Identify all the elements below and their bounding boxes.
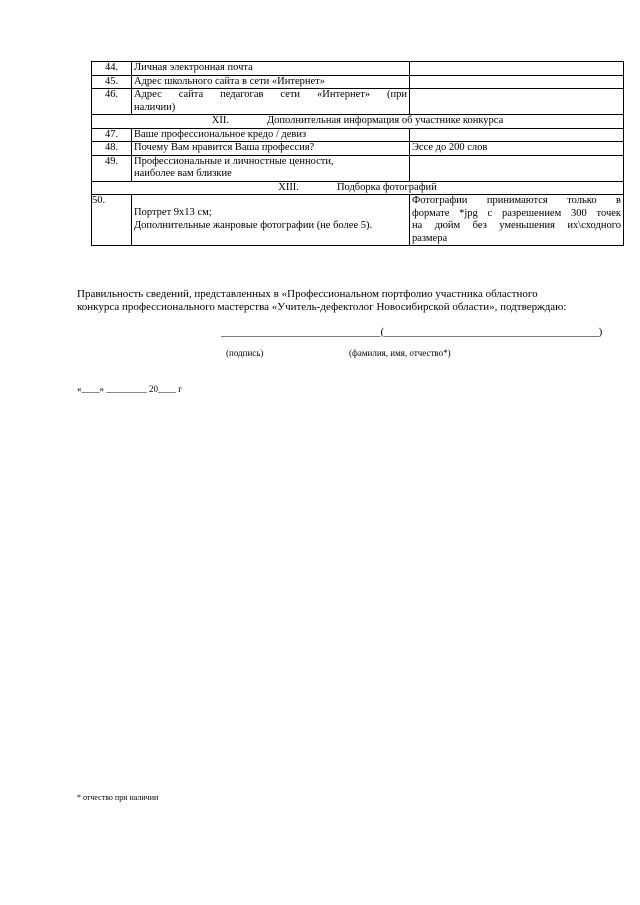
row-number: 47. [92,128,132,142]
signature-caption: (подпись) [226,348,264,358]
section-number: XIII. [278,181,299,193]
row-label: наличии) [134,101,176,113]
row-number: 45. [92,75,132,89]
row-label: Ваше профессиональное кредо / девиз [132,128,410,142]
table-row [92,75,624,89]
row-label: Личная электронная почта [132,62,410,76]
full-name-caption: (фамилия, имя, отчество*) [349,348,451,358]
row-value-cell [410,195,624,246]
row-value [410,155,624,181]
table-row [92,142,624,156]
table-row [92,155,624,181]
row-number: 50. [92,195,132,246]
row-label: Почему Вам нравится Ваша профессия? [132,142,410,156]
section-header-row [92,181,624,195]
row-number: 46. [92,89,132,115]
row-number: 44. [92,62,132,76]
row-label: наиболее вам близкие [134,168,232,179]
section-header-row [92,115,624,129]
row-label: Портрет 9х13 см; [134,207,212,218]
section-number: XII. [211,115,229,126]
row-value [410,128,624,142]
section-header [92,115,624,129]
section-header [92,181,624,195]
row-label: Дополнительные жанровые фотографии (не более 5). [134,219,373,231]
confirmation-statement [77,288,607,313]
row-value: Фотографии принимаются только в [412,195,621,206]
row-value [410,89,624,115]
confirmation-line: Правильность сведений, представленных в «Профессиональном портфолио участника областного [77,288,538,300]
portfolio-table [91,61,624,246]
row-label: Профессиональные и личностные ценности, [134,155,334,167]
row-label: Адрес школьного сайта в сети «Интернет» [132,75,410,89]
date-line: «____» _________ 20____ г [77,384,182,394]
row-number: 49. [92,155,132,181]
section-title: Дополнительная информация об участнике конкурса [266,115,504,126]
confirmation-line: конкурса профессионального мастерства «Учитель-дефектолог Новосибирской области», подтверждаю: [77,300,567,313]
row-label-cell [132,155,410,181]
table-row [92,195,624,246]
table-row [92,62,624,76]
row-value: Эссе до 200 слов [410,142,624,156]
signature-line: _____________________________(_______________________________________) [221,326,603,338]
section-title: Подборка фотографий [336,181,437,193]
row-label-cell [132,195,410,246]
row-value [410,75,624,89]
footnote: * отчество при наличии [77,793,159,802]
row-value: размера [412,232,448,244]
row-label-cell [132,89,410,115]
table-row [92,89,624,115]
table-row [92,128,624,142]
row-label: Адрес сайта педагогав сети «Интернет» (при [134,89,407,100]
row-value: на дюйм без уменьшения их\сходного [412,220,621,231]
row-value: формате *jpg с разрешением 300 точек [412,207,621,219]
row-value [410,62,624,76]
row-number: 48. [92,142,132,156]
